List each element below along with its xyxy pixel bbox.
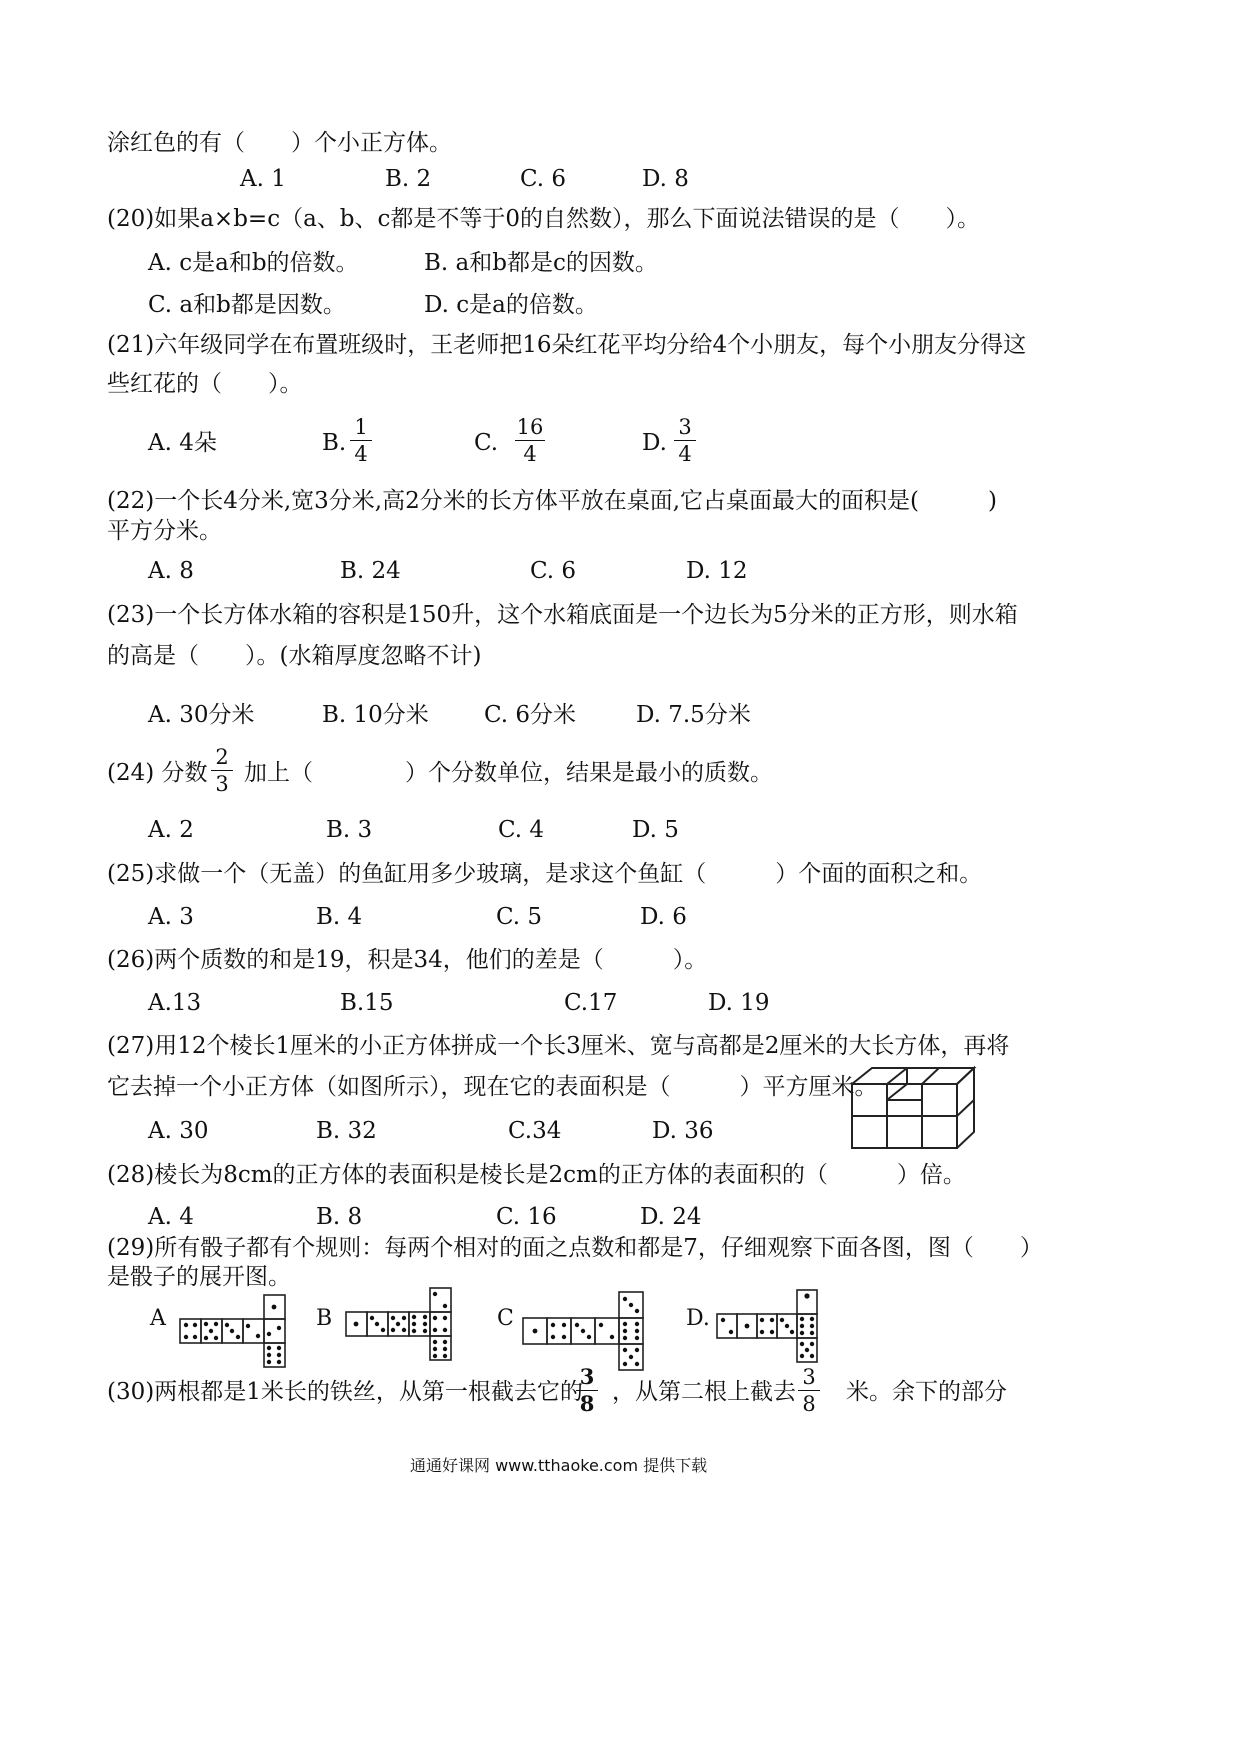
- denominator: 4: [523, 442, 537, 466]
- q30-fraction-1: [576, 1366, 598, 1415]
- denominator: 8: [802, 1392, 816, 1416]
- q30-fraction-2: [798, 1366, 820, 1415]
- q21-fraction-d: [674, 416, 696, 465]
- q26-text: (26)两个质数的和是19，积是34，他们的差是（ ）。: [107, 947, 708, 973]
- q28-option-c: C. 16: [496, 1204, 557, 1230]
- q23-line1: (23)一个长方体水箱的容积是150升，这个水箱底面是一个边长为5分米的正方形，则水箱: [107, 602, 1018, 628]
- q20-option-a: A. c是a和b的倍数。: [148, 250, 359, 276]
- q25-option-d: D. 6: [640, 904, 687, 930]
- q21-fraction-b: [350, 416, 372, 465]
- q30-text-post: 米。余下的部分: [846, 1379, 1007, 1405]
- q25-option-a: A. 3: [148, 904, 194, 930]
- q24-text-pre: (24) 分数: [107, 760, 208, 786]
- q30-text-pre: (30)两根都是1米长的铁丝，从第一根截去它的: [107, 1379, 583, 1405]
- q24-option-b: B. 3: [326, 817, 373, 843]
- q19-option-b: B. 2: [385, 166, 432, 192]
- q27-option-d: D. 36: [652, 1118, 714, 1144]
- q21-line1: (21)六年级同学在布置班级时，王老师把16朵红花平均分给4个小朋友，每个小朋友分得这: [107, 332, 1027, 358]
- numerator: 1: [354, 415, 368, 439]
- q21-option-a: A. 4朵: [148, 430, 217, 456]
- q26-option-c: C.17: [564, 990, 618, 1016]
- q19-option-d: D. 8: [642, 166, 689, 192]
- q24-fraction: [211, 746, 233, 795]
- q21-line2: 些红花的（ ）。: [107, 371, 303, 397]
- q29-die-net-a: [178, 1294, 293, 1370]
- denominator: 3: [215, 772, 229, 796]
- q25-option-c: C. 5: [496, 904, 543, 930]
- q22-option-d: D. 12: [686, 558, 748, 584]
- q29-die-net-d: [715, 1284, 825, 1368]
- q29-die-net-c: [521, 1290, 646, 1370]
- q20-text: (20)如果a×b=c（a、b、c都是不等于0的自然数），那么下面说法错误的是（ ）。: [107, 206, 981, 232]
- denominator: 8: [579, 1391, 595, 1416]
- q22-option-b: B. 24: [340, 558, 401, 584]
- numerator: 16: [516, 415, 544, 439]
- q22-line1: (22)一个长4分米,宽3分米,高2分米的长方体平放在桌面,它占桌面最大的面积是( ): [107, 488, 997, 514]
- q27-option-b: B. 32: [316, 1118, 377, 1144]
- q28-option-b: B. 8: [316, 1204, 363, 1230]
- q29-line1: (29)所有骰子都有个规则：每两个相对的面之点数和都是7，仔细观察下面各图，图（ ）: [107, 1235, 1043, 1261]
- q20-option-b: B. a和b都是c的因数。: [424, 250, 658, 276]
- q28-option-a: A. 4: [148, 1204, 194, 1230]
- q22-option-a: A. 8: [148, 558, 194, 584]
- q27-line1: (27)用12个棱长1厘米的小正方体拼成一个长3厘米、宽与高都是2厘米的大长方体，再将: [107, 1033, 1010, 1059]
- denominator: 4: [678, 442, 692, 466]
- q25-text: (25)求做一个（无盖）的鱼缸用多少玻璃，是求这个鱼缸（ ）个面的面积之和。: [107, 861, 983, 887]
- denominator: 4: [354, 442, 368, 466]
- q28-text: (28)棱长为8cm的正方体的表面积是棱长是2cm的正方体的表面积的（ ）倍。: [107, 1162, 966, 1188]
- q19-continuation: 涂红色的有（ ）个小正方体。: [107, 130, 452, 156]
- q23-option-a: A. 30分米: [148, 702, 255, 728]
- q24-option-d: D. 5: [632, 817, 679, 843]
- q24-text-post: 加上（ ）个分数单位，结果是最小的质数。: [244, 760, 773, 786]
- q22-line2: 平方分米。: [107, 518, 222, 544]
- q29-label-b: B: [316, 1306, 333, 1331]
- q28-option-d: D. 24: [640, 1204, 702, 1230]
- q23-option-d: D. 7.5分米: [636, 702, 751, 728]
- q26-option-b: B.15: [340, 990, 394, 1016]
- q23-option-c: C. 6分米: [484, 702, 577, 728]
- q29-die-net-b: [344, 1284, 459, 1364]
- q30-text-mid: ，从第二根上截去: [612, 1379, 796, 1405]
- q27-line2: 它去掉一个小正方体（如图所示），现在它的表面积是（ ）平方厘米。: [107, 1074, 878, 1100]
- q27-option-c: C.34: [508, 1118, 562, 1144]
- q22-option-c: C. 6: [530, 558, 577, 584]
- q21-option-b: B.: [322, 430, 347, 456]
- q26-option-a: A.13: [148, 990, 202, 1016]
- q20-option-d: D. c是a的倍数。: [424, 292, 598, 318]
- q26-option-d: D. 19: [708, 990, 770, 1016]
- numerator: 3: [579, 1364, 595, 1389]
- q21-option-c: C.: [474, 430, 499, 456]
- q20-option-c: C. a和b都是因数。: [148, 292, 346, 318]
- q29-line2: 是骰子的展开图。: [107, 1264, 291, 1290]
- q24-option-c: C. 4: [498, 817, 545, 843]
- q29-label-d: D.: [686, 1306, 710, 1331]
- q19-option-c: C. 6: [520, 166, 567, 192]
- q27-cuboid-figure: [850, 1066, 980, 1152]
- q21-fraction-c: [515, 416, 545, 465]
- q29-label-a: A: [150, 1306, 166, 1331]
- q24-option-a: A. 2: [148, 817, 194, 843]
- page-footer: 通通好课网 www.tthaoke.com 提供下载: [410, 1456, 708, 1475]
- q19-option-a: A. 1: [240, 166, 286, 192]
- q23-option-b: B. 10分米: [322, 702, 429, 728]
- numerator: 3: [802, 1365, 816, 1389]
- q21-option-d: D.: [642, 430, 667, 456]
- numerator: 3: [678, 415, 692, 439]
- numerator: 2: [215, 745, 229, 769]
- q25-option-b: B. 4: [316, 904, 363, 930]
- q27-option-a: A. 30: [148, 1118, 209, 1144]
- q29-label-c: C: [497, 1306, 514, 1331]
- q23-line2: 的高是（ ）。(水箱厚度忽略不计): [107, 643, 482, 669]
